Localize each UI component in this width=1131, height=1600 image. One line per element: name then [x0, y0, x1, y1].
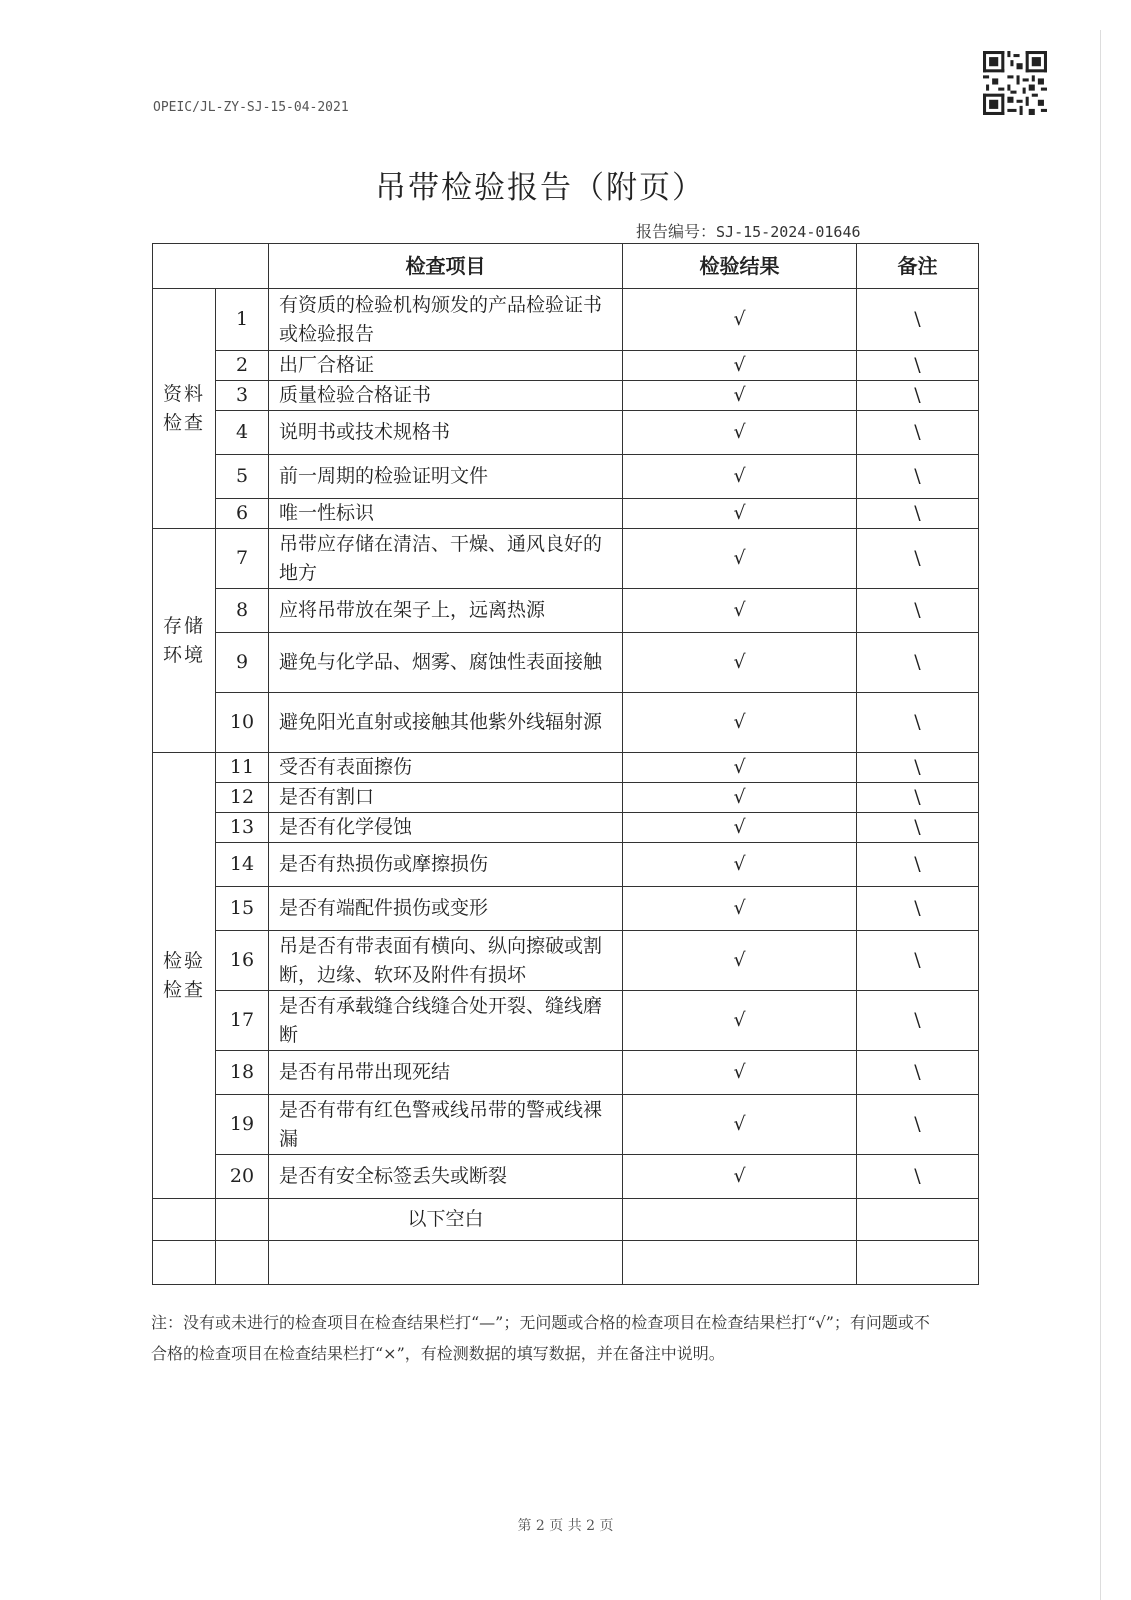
table-row — [153, 381, 979, 411]
row-note: \ — [857, 499, 979, 529]
row-result: √ — [623, 991, 857, 1051]
row-result: √ — [623, 351, 857, 381]
blank-cell — [857, 1199, 979, 1241]
row-number: 3 — [216, 381, 269, 411]
page-number: 第 2 页 共 2 页 — [517, 1518, 614, 1534]
row-number: 8 — [216, 589, 269, 633]
row-item: 吊带应存储在清洁、干燥、通风良好的地方 — [269, 529, 623, 589]
row-number: 11 — [216, 753, 269, 783]
category-cell: 资料 检查 — [153, 289, 216, 529]
table-row — [153, 693, 979, 753]
row-note: \ — [857, 633, 979, 693]
category-cell: 检验 检查 — [153, 753, 216, 1199]
header-note: 备注 — [857, 244, 979, 289]
row-result: √ — [623, 289, 857, 351]
row-note: \ — [857, 813, 979, 843]
row-result: √ — [623, 887, 857, 931]
qr-code-icon — [983, 51, 1047, 115]
row-number: 17 — [216, 991, 269, 1051]
row-number: 13 — [216, 813, 269, 843]
table-row — [153, 843, 979, 887]
inspection-table — [152, 243, 979, 1285]
report-number-label: 报告编号： — [636, 222, 717, 241]
row-result: √ — [623, 529, 857, 589]
row-result: √ — [623, 843, 857, 887]
row-item: 是否有割口 — [269, 783, 623, 813]
form-code: OPEIC/JL-ZY-SJ-15-04-2021 — [153, 100, 349, 115]
table-body — [153, 289, 979, 1285]
row-note: \ — [857, 1155, 979, 1199]
table-row — [153, 289, 979, 351]
row-item: 有资质的检验机构颁发的产品检验证书或检验报告 — [269, 289, 623, 351]
row-item: 是否有热损伤或摩擦损伤 — [269, 843, 623, 887]
report-number-value: SJ-15-2024-01646 — [716, 223, 861, 241]
table-row — [153, 1051, 979, 1095]
blank-row-2 — [153, 1241, 979, 1285]
row-note: \ — [857, 411, 979, 455]
row-item: 说明书或技术规格书 — [269, 411, 623, 455]
row-result: √ — [623, 1051, 857, 1095]
category-cell: 存储 环境 — [153, 529, 216, 753]
row-result: √ — [623, 455, 857, 499]
row-number: 4 — [216, 411, 269, 455]
report-number — [636, 219, 861, 242]
row-number: 18 — [216, 1051, 269, 1095]
header-result: 检验结果 — [623, 244, 857, 289]
row-number: 19 — [216, 1095, 269, 1155]
row-item: 是否有承载缝合线缝合处开裂、缝线磨断 — [269, 991, 623, 1051]
row-result: √ — [623, 693, 857, 753]
row-result: √ — [623, 411, 857, 455]
header-item: 检查项目 — [269, 244, 623, 289]
blank-cell — [857, 1241, 979, 1285]
row-item: 避免与化学品、烟雾、腐蚀性表面接触 — [269, 633, 623, 693]
table-row — [153, 455, 979, 499]
row-item: 前一周期的检验证明文件 — [269, 455, 623, 499]
row-note: \ — [857, 289, 979, 351]
blank-cell — [623, 1241, 857, 1285]
blank-cell — [623, 1199, 857, 1241]
row-result: √ — [623, 633, 857, 693]
row-item: 是否有安全标签丢失或断裂 — [269, 1155, 623, 1199]
row-number: 14 — [216, 843, 269, 887]
page-title: 吊带检验报告（附页） — [375, 170, 705, 206]
row-note: \ — [857, 693, 979, 753]
row-number: 15 — [216, 887, 269, 931]
row-note: \ — [857, 843, 979, 887]
row-item: 出厂合格证 — [269, 351, 623, 381]
row-number: 12 — [216, 783, 269, 813]
row-result: √ — [623, 931, 857, 991]
header-blank-cell — [153, 244, 269, 289]
blank-cell — [216, 1241, 269, 1285]
table-row — [153, 589, 979, 633]
table-row — [153, 1095, 979, 1155]
row-number: 6 — [216, 499, 269, 529]
footnote: 注：没有或未进行的检查项目在检查结果栏打“—”；无问题或合格的检查项目在检查结果栏打“√”；有问题或不合格的检查项目在检查结果栏打“×”，有检测数据的填写数据，并在备注中说明。 — [151, 1313, 930, 1363]
blank-below-text: 以下空白 — [269, 1199, 623, 1241]
row-note: \ — [857, 351, 979, 381]
row-number: 16 — [216, 931, 269, 991]
table-row — [153, 529, 979, 589]
table-row — [153, 411, 979, 455]
row-number: 7 — [216, 529, 269, 589]
row-result: √ — [623, 589, 857, 633]
row-note: \ — [857, 783, 979, 813]
table-row — [153, 753, 979, 783]
table-row — [153, 499, 979, 529]
row-item: 避免阳光直射或接触其他紫外线辐射源 — [269, 693, 623, 753]
table-row — [153, 783, 979, 813]
table-row — [153, 1155, 979, 1199]
row-note: \ — [857, 753, 979, 783]
row-item: 是否有吊带出现死结 — [269, 1051, 623, 1095]
row-number: 10 — [216, 693, 269, 753]
row-item: 应将吊带放在架子上，远离热源 — [269, 589, 623, 633]
row-item: 是否有端配件损伤或变形 — [269, 887, 623, 931]
row-item: 受否有表面擦伤 — [269, 753, 623, 783]
table-row — [153, 813, 979, 843]
row-item: 是否有化学侵蚀 — [269, 813, 623, 843]
row-note: \ — [857, 1051, 979, 1095]
table-row — [153, 887, 979, 931]
row-result: √ — [623, 381, 857, 411]
row-item: 质量检验合格证书 — [269, 381, 623, 411]
blank-cell — [153, 1241, 216, 1285]
row-note: \ — [857, 887, 979, 931]
row-number: 5 — [216, 455, 269, 499]
row-result: √ — [623, 783, 857, 813]
blank-cell — [216, 1199, 269, 1241]
row-number: 2 — [216, 351, 269, 381]
table-row — [153, 351, 979, 381]
row-number: 9 — [216, 633, 269, 693]
row-result: √ — [623, 499, 857, 529]
row-note: \ — [857, 589, 979, 633]
table-row — [153, 931, 979, 991]
blank-cell — [269, 1241, 623, 1285]
row-note: \ — [857, 991, 979, 1051]
row-result: √ — [623, 813, 857, 843]
row-note: \ — [857, 931, 979, 991]
row-item: 是否有带有红色警戒线吊带的警戒线裸漏 — [269, 1095, 623, 1155]
row-note: \ — [857, 455, 979, 499]
row-result: √ — [623, 1155, 857, 1199]
row-result: √ — [623, 753, 857, 783]
table-row — [153, 991, 979, 1051]
blank-row-1 — [153, 1199, 979, 1241]
row-result: √ — [623, 1095, 857, 1155]
row-note: \ — [857, 529, 979, 589]
row-note: \ — [857, 1095, 979, 1155]
table-row — [153, 633, 979, 693]
row-number: 20 — [216, 1155, 269, 1199]
blank-cell — [153, 1199, 216, 1241]
row-number: 1 — [216, 289, 269, 351]
row-item: 吊是否有带表面有横向、纵向擦破或割断，边缘、软环及附件有损坏 — [269, 931, 623, 991]
table-header-row — [153, 244, 979, 289]
row-note: \ — [857, 381, 979, 411]
page-edge-line — [1100, 30, 1101, 1600]
row-item: 唯一性标识 — [269, 499, 623, 529]
